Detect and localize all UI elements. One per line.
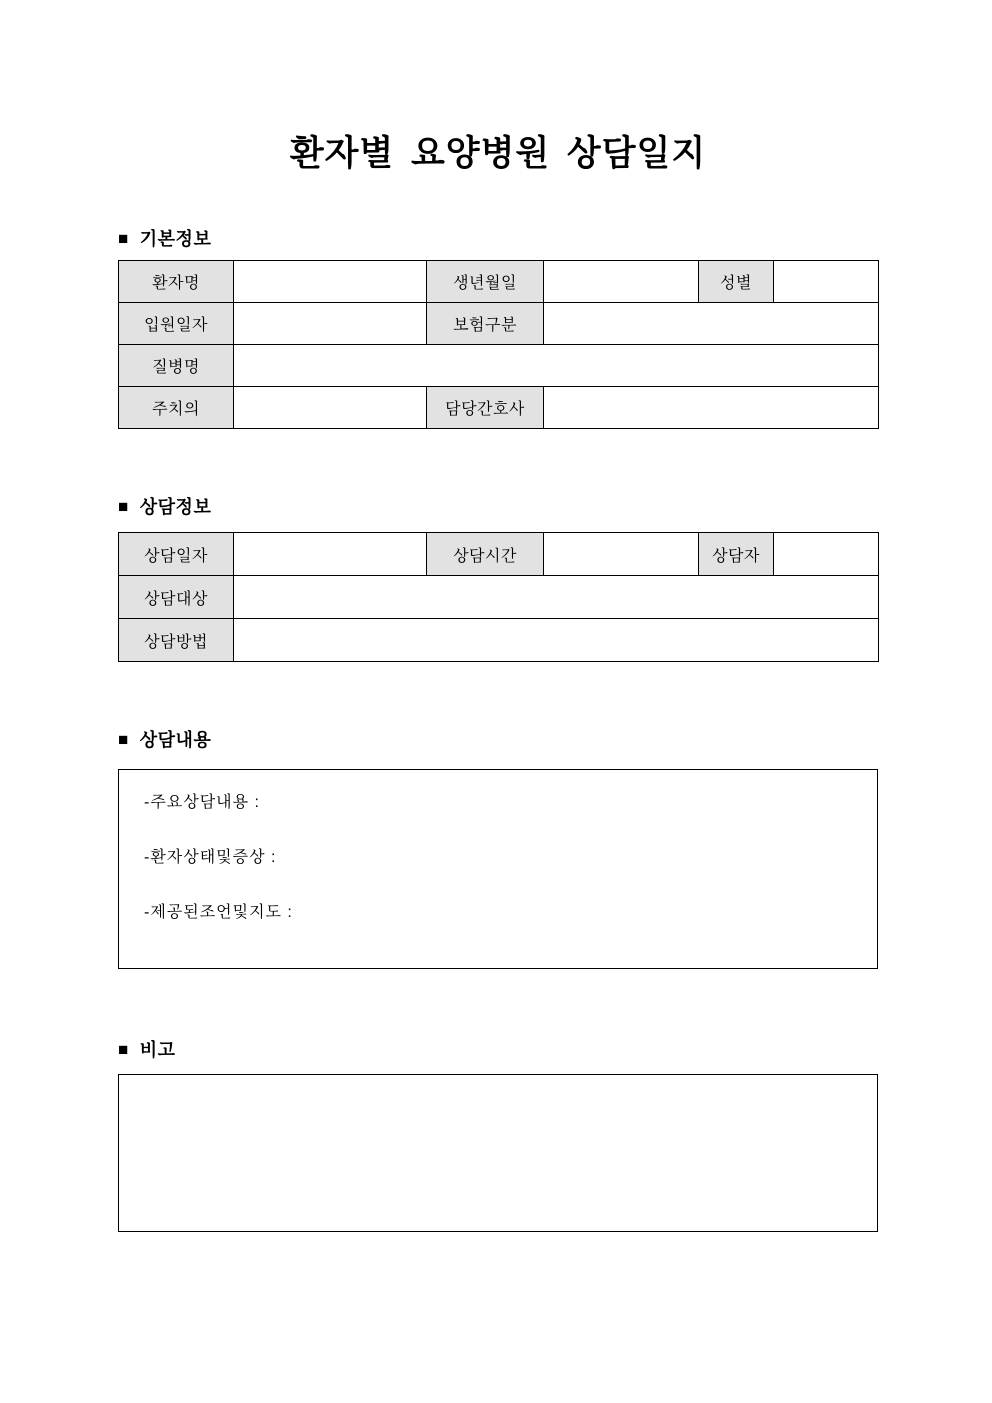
square-bullet-icon: ■ <box>118 730 129 749</box>
table-row <box>119 387 879 429</box>
consult-target-field[interactable] <box>234 576 879 619</box>
gender-field[interactable] <box>774 261 879 303</box>
insurance-type-field[interactable] <box>544 303 879 345</box>
consultant-field[interactable] <box>774 533 879 576</box>
birth-date-label: 생년월일 <box>427 261 544 303</box>
consult-method-field[interactable] <box>234 619 879 662</box>
consult-date-label: 상담일자 <box>119 533 234 576</box>
table-row <box>119 533 879 576</box>
gender-label: 성별 <box>699 261 774 303</box>
section-header-consult-content <box>118 729 878 751</box>
main-consult-content-label: -주요상담내용 : <box>144 794 260 811</box>
charge-nurse-field[interactable] <box>544 387 879 429</box>
section-header-consult-info <box>118 496 878 518</box>
patient-name-field[interactable] <box>234 261 427 303</box>
consult-info-table <box>118 532 879 662</box>
basic-info-table <box>118 260 879 429</box>
patient-name-label: 환자명 <box>119 261 234 303</box>
consult-target-label: 상담대상 <box>119 576 234 619</box>
consult-content-area[interactable] <box>118 769 878 969</box>
page-title: 환자별 요양병원 상담일지 <box>289 134 707 173</box>
disease-name-label: 질병명 <box>119 345 234 387</box>
section-title-consult-content: 상담내용 <box>139 730 212 750</box>
disease-name-field[interactable] <box>234 345 879 387</box>
section-title-basic-info: 기본정보 <box>139 229 212 249</box>
attending-doctor-label: 주치의 <box>119 387 234 429</box>
square-bullet-icon: ■ <box>118 1040 129 1059</box>
table-row <box>119 345 879 387</box>
consult-method-label: 상담방법 <box>119 619 234 662</box>
table-row <box>119 261 879 303</box>
provided-advice-guidance-label: -제공된조언및지도 : <box>144 904 293 921</box>
table-row <box>119 576 879 619</box>
consult-date-field[interactable] <box>234 533 427 576</box>
consult-time-label: 상담시간 <box>427 533 544 576</box>
square-bullet-icon: ■ <box>118 497 129 516</box>
table-row <box>119 619 879 662</box>
document-content <box>118 0 878 1232</box>
table-row <box>119 303 879 345</box>
patient-condition-symptoms-label: -환자상태및증상 : <box>144 849 277 866</box>
consultant-label: 상담자 <box>699 533 774 576</box>
charge-nurse-label: 담당간호사 <box>427 387 544 429</box>
birth-date-field[interactable] <box>544 261 699 303</box>
square-bullet-icon: ■ <box>118 229 129 248</box>
attending-doctor-field[interactable] <box>234 387 427 429</box>
remarks-area[interactable] <box>118 1074 878 1232</box>
section-header-basic-info <box>118 228 878 250</box>
admission-date-field[interactable] <box>234 303 427 345</box>
admission-date-label: 입원일자 <box>119 303 234 345</box>
section-header-remarks <box>118 1039 878 1061</box>
section-title-consult-info: 상담정보 <box>139 497 212 517</box>
insurance-type-label: 보험구분 <box>427 303 544 345</box>
section-title-remarks: 비고 <box>139 1040 176 1060</box>
consult-time-field[interactable] <box>544 533 699 576</box>
